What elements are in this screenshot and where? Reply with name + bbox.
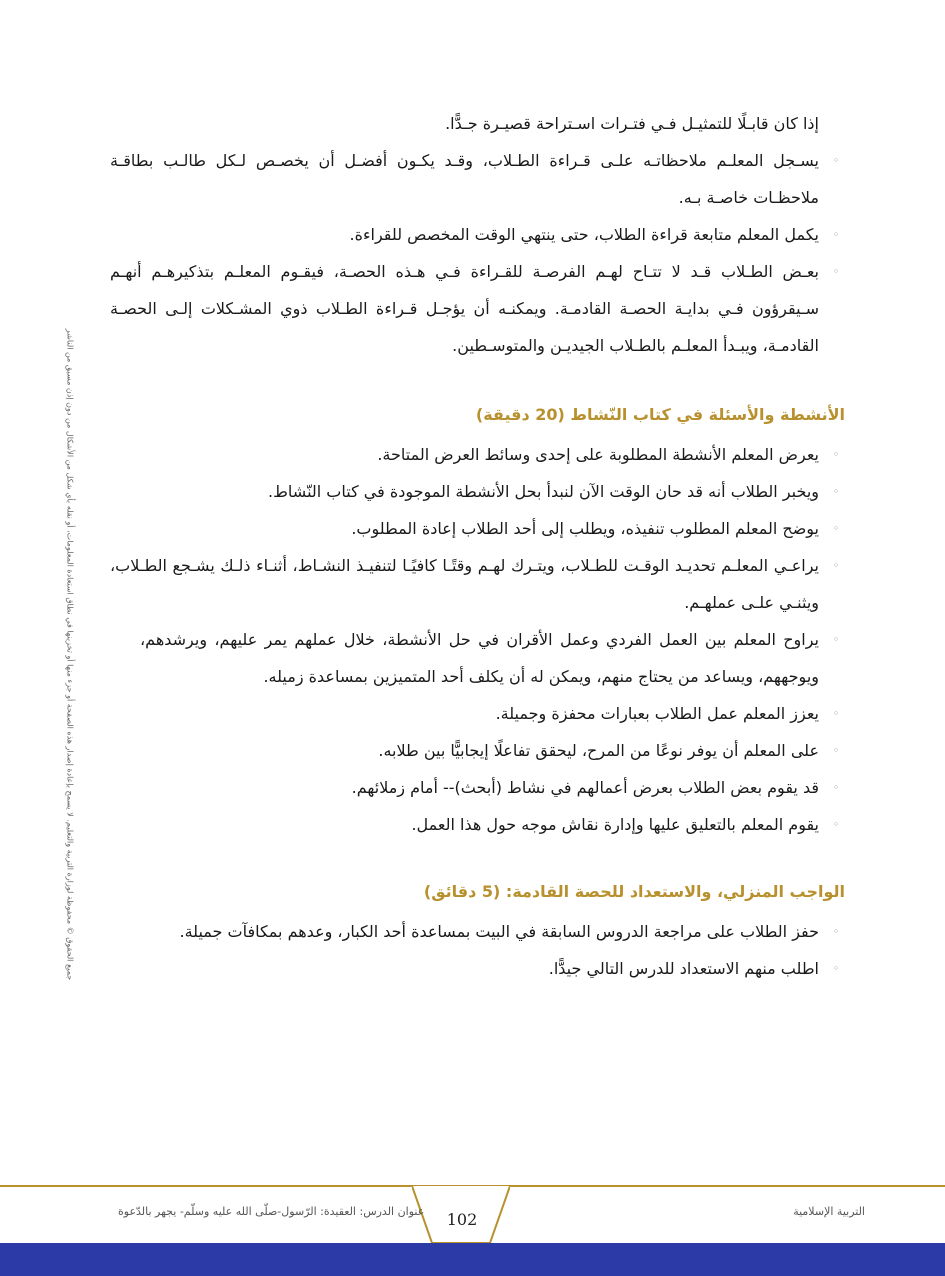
homework-heading: الواجب المنزلي، والاستعداد للحصة القادمة: (5 دقائق)	[423, 882, 845, 901]
list-item: ◦ قد يقوم بعض الطلاب بعرض أعمالهم في نشاط (أبحث)-- أمام زملائهم.	[140, 769, 845, 806]
list-item: ◦ على المعلم أن يوفر نوعًا من المرح، ليحقق تفاعلًا إيجابيًّا بين طلابه.	[140, 732, 845, 769]
list-item: ◦ يوضح المعلم المطلوب تنفيذه، ويطلب إلى أحد الطلاب إعادة المطلوب.	[110, 510, 845, 547]
circle-bullet-icon: ◦	[832, 781, 840, 794]
circle-bullet-icon: ◦	[832, 925, 840, 938]
circle-bullet-icon: ◦	[832, 265, 840, 278]
circle-bullet-icon: ◦	[832, 633, 840, 646]
circle-bullet-icon: ◦	[832, 744, 840, 757]
list-item: ◦ يكمل المعلم متابعة قراءة الطلاب، حتى ينتهي الوقت المخصص للقراءة.	[110, 216, 845, 253]
copyright-side-note	[60, 300, 80, 1020]
list-item: ◦ يعزز المعلم عمل الطلاب بعبارات محفزة وجميلة.	[140, 695, 845, 732]
reading-list	[110, 142, 845, 364]
copyright-text: جميع الحقوق © محفوظة لوزارة التربية والتعليم. لا يسمح بإعادة إصدار هذه الصفحة أو جزء منها أو تخزينها في نطاق استعادة المعلومات، أو نقله بأي شكل من الأشكال من دون إذن مسبق من الناشر	[65, 328, 75, 981]
list-item: ◦ يعرض المعلم الأنشطة المطلوبة على إحدى وسائط العرض المتاحة.	[110, 436, 845, 473]
list-item: ◦ يقوم المعلم بالتعليق عليها وإدارة نقاش موجه حول هذا العمل.	[140, 806, 845, 843]
lesson-title: عنوان الدرس: العقيدة: الرّسول-صلّى الله عليه وسلّم- يجهر بالدّعوة	[118, 1205, 425, 1218]
circle-bullet-icon: ◦	[832, 522, 840, 535]
circle-bullet-icon: ◦	[832, 485, 840, 498]
page-content	[110, 105, 845, 987]
list-item: ◦ حفز الطلاب على مراجعة الدروس السابقة في البيت بمساعدة أحد الكبار، وعدهم بمكافآت جميلة.	[110, 913, 845, 950]
activities-sublist	[140, 621, 845, 843]
activities-list	[110, 436, 845, 621]
circle-bullet-icon: ◦	[832, 228, 840, 241]
circle-bullet-icon: ◦	[832, 818, 840, 831]
list-item: ◦ يراوح المعلم بين العمل الفردي وعمل الأقران في حل الأنشطة، خلال عملهم يمر عليهم، ويرشدهم، ويوجههم، ويساعد من يحتاج منهم، ويمكن له أن يكلف أحد المتميزين بمساعدة زميله.	[140, 621, 845, 695]
list-item: ◦ يراعـي المعلـم تحديـد الوقـت للطـلاب، ويتـرك لهـم وقتًـا كافيًـا لتنفيـذ النشـاط، أثنـاء ذلـك يشـجع الطـلاب، ويثنـي علـى عملهـم.	[110, 547, 845, 621]
page-number: 102	[446, 1210, 478, 1229]
list-item: ◦ ويخبر الطلاب أنه قد حان الوقت الآن لنبدأ بحل الأنشطة الموجودة في كتاب النّشاط.	[110, 473, 845, 510]
circle-bullet-icon: ◦	[832, 962, 840, 975]
list-item: ◦ يسـجل المعلـم ملاحظاتـه علـى قـراءة الطـلاب، وقـد يكـون أفضـل أن يخصـص لـكل طالـب بطاقـة ملاحظـات خاصـة بـه.	[110, 142, 845, 216]
circle-bullet-icon: ◦	[832, 448, 840, 461]
bottom-bar	[0, 1243, 945, 1276]
subject-name: التربية الإسلامية	[793, 1205, 865, 1218]
list-item: ◦ اطلب منهم الاستعداد للدرس التالي جيدًّا.	[110, 950, 845, 987]
intro-line: إذا كان قابـلًا للتمثيـل فـي فتـرات اسـتراحة قصيـرة جـدًّا.	[445, 114, 819, 133]
list-item: ◦ بعـض الطـلاب قـد لا تتـاح لهـم الفرصـة للقـراءة فـي هـذه الحصـة، فيقـوم المعلـم بتذكيرهـم أنهـم سـيقرؤون فـي بدايـة الحصـة القادمـة. ويمكنـه أن يؤجـل قـراءة الطـلاب ذوي المشـكلات إلـى الحصـة القادمـة، ويبـدأ المعلـم بالطـلاب الجيديـن والمتوسـطين.	[110, 253, 845, 364]
circle-bullet-icon: ◦	[832, 559, 840, 572]
circle-bullet-icon: ◦	[832, 154, 840, 167]
circle-bullet-icon: ◦	[832, 707, 840, 720]
activities-heading: الأنشطة والأسئلة في كتاب النّشاط (20 دقيقة)	[475, 405, 845, 424]
homework-list	[110, 913, 845, 987]
